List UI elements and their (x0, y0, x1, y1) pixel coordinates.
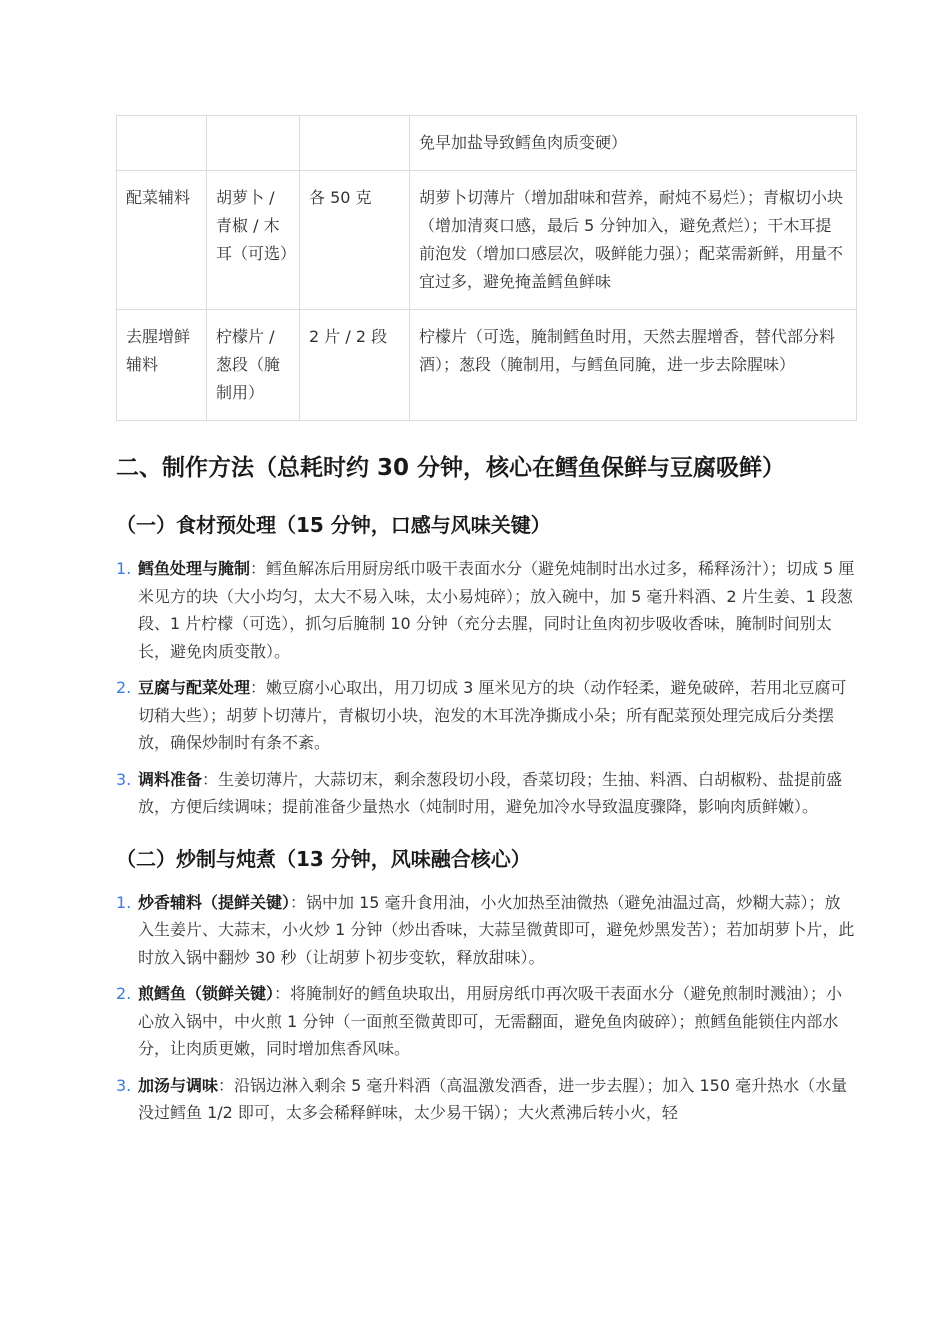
table-cell: 胡萝卜 / 青椒 / 木耳（可选） (207, 171, 300, 310)
step-text: ：鳕鱼解冻后用厨房纸巾吸干表面水分（避免炖制时出水过多，稀释汤汁）；切成 5 厘米见方的块（大小均匀，太大不易入味，太小易炖碎）；放入碗中，加 5 毫升料酒、2 片生姜、1 段葱段、1 片柠檬（可选），抓匀后腌制 10 分钟（充分去腥，同时让鱼肉初步吸收香味，腌制时间别太长，避免肉质变散）。 (138, 559, 855, 661)
cooking-steps-list (116, 889, 856, 1127)
list-number: 2. (116, 678, 132, 697)
table-cell: 去腥增鲜辅料 (117, 310, 207, 421)
list-item (116, 555, 856, 665)
table-cell: 柠檬片 / 葱段（腌制用） (207, 310, 300, 421)
list-number: 3. (116, 769, 132, 789)
prep-steps-list (116, 555, 856, 821)
table-cell: 免早加盐导致鳕鱼肉质变硬） (410, 116, 857, 171)
table-cell: 配菜辅料 (117, 171, 207, 310)
step-lead: 调料准备 (138, 769, 203, 789)
list-item (116, 980, 856, 1063)
list-number: 2. (116, 984, 132, 1003)
list-number: 1. (116, 892, 132, 912)
step-text: ：沿锅边淋入剩余 5 毫升料酒（高温激发酒香，进一步去腥）；加入 150 毫升热水（水量没过鳕鱼 1/2 即可，太多会稀释鲜味，太少易干锅）；大火煮沸后转小火，轻 (138, 1075, 848, 1122)
step-text: ：生姜切薄片，大蒜切末，剩余葱段切小段，香菜切段；生抽、料酒、白胡椒粉、盐提前盛放，方便后续调味；提前准备少量热水（炖制时用，避免加冷水导致温度骤降，影响肉质鲜嫩）。 (138, 769, 843, 816)
list-number: 1. (116, 559, 132, 578)
table-row (117, 116, 857, 171)
step-lead: 炒香辅料（提鲜关键） (138, 892, 291, 912)
list-item (116, 766, 856, 821)
step-lead: 鳕鱼处理与腌制 (138, 559, 251, 578)
table-cell (117, 116, 207, 171)
table-cell (207, 116, 300, 171)
step-lead: 煎鳕鱼（锁鲜关键） (138, 984, 275, 1003)
step-text: ：将腌制好的鳕鱼块取出，用厨房纸巾再次吸干表面水分（避免煎制时溅油）；小心放入锅中，中火煎 1 分钟（一面煎至微黄即可，无需翻面，避免鱼肉破碎）；煎鳕鱼能锁住内部水分，让肉质更嫩，同时增加焦香风味。 (138, 984, 843, 1058)
list-item (116, 674, 856, 757)
table-cell: 2 片 / 2 段 (300, 310, 410, 421)
step-lead: 加汤与调味 (138, 1075, 219, 1095)
subsection-heading-prep: （一）食材预处理（15 分钟，口感与风味关键） (116, 513, 551, 537)
table-cell: 胡萝卜切薄片（增加甜味和营养，耐炖不易烂）；青椒切小块（增加清爽口感，最后 5 分钟加入，避免煮烂）；干木耳提前泡发（增加口感层次，吸鲜能力强）；配菜需新鲜，用量不宜过多，避免掩盖鳕鱼鲜味 (410, 171, 857, 310)
table-cell: 各 50 克 (300, 171, 410, 310)
table-row (117, 310, 857, 421)
table-cell: 柠檬片（可选，腌制鳕鱼时用，天然去腥增香，替代部分料酒）；葱段（腌制用，与鳕鱼同腌，进一步去除腥味） (410, 310, 857, 421)
table-cell (300, 116, 410, 171)
document-page (116, 115, 856, 1136)
table-row (117, 171, 857, 310)
list-item (116, 889, 856, 972)
list-item (116, 1072, 856, 1127)
step-text: ：嫩豆腐小心取出，用刀切成 3 厘米见方的块（动作轻柔，避免破碎，若用北豆腐可切稍大些）；胡萝卜切薄片，青椒切小块，泡发的木耳洗净撕成小朵；所有配菜预处理完成后分类摆放，确保炒制时有条不紊。 (138, 678, 847, 752)
list-number: 3. (116, 1075, 132, 1095)
section-heading: 二、制作方法（总耗时约 30 分钟，核心在鳕鱼保鲜与豆腐吸鲜） (116, 455, 786, 481)
step-text: ：锅中加 15 毫升食用油，小火加热至油微热（避免油温过高，炒糊大蒜）；放入生姜片、大蒜末，小火炒 1 分钟（炒出香味，大蒜呈微黄即可，避免炒黑发苦）；若加胡萝卜片，此时放入锅中翻炒 30 秒（让胡萝卜初步变软，释放甜味）。 (138, 892, 855, 967)
subsection-heading-cooking: （二）炒制与炖煮（13 分钟，风味融合核心） (116, 846, 531, 871)
step-lead: 豆腐与配菜处理 (138, 678, 251, 697)
ingredients-table (116, 115, 857, 421)
